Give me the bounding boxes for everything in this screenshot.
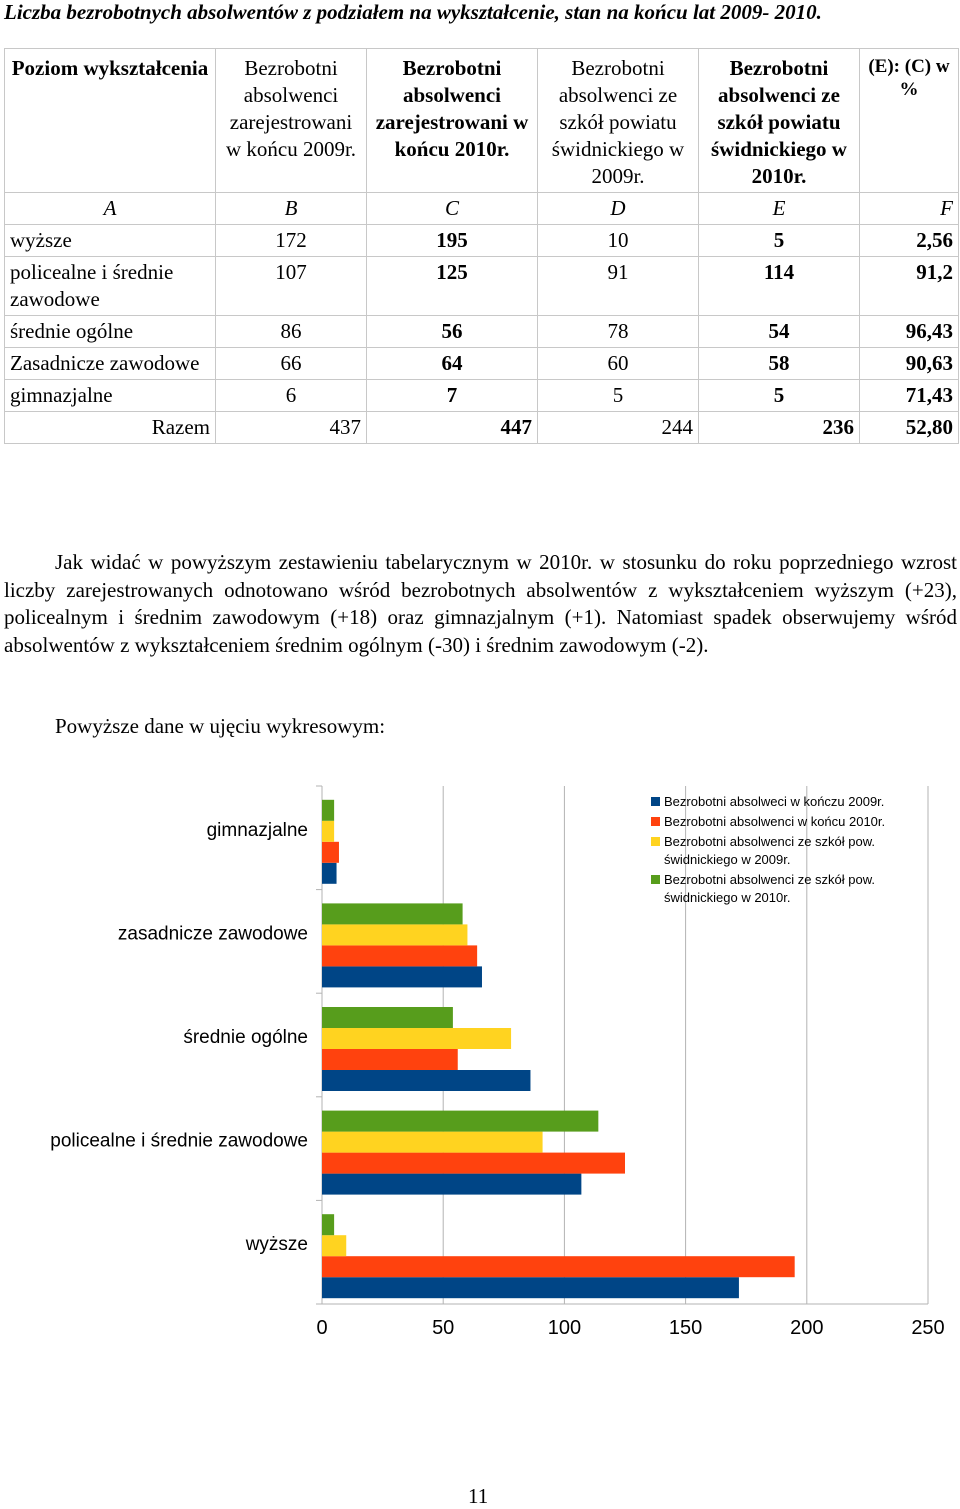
cell-b: 172 xyxy=(216,225,367,257)
cell-d: 10 xyxy=(538,225,699,257)
category-label: średnie ogólne xyxy=(183,1027,308,1048)
cell-b: 66 xyxy=(216,348,367,380)
chart-intro-paragraph: Powyższe dane w ujęciu wykresowym: xyxy=(55,714,386,738)
bar xyxy=(322,1028,511,1049)
cell-c: 56 xyxy=(367,316,538,348)
cell-d: 5 xyxy=(538,380,699,412)
table-row xyxy=(5,348,959,380)
unemployment-table xyxy=(4,48,959,444)
legend-swatch xyxy=(651,797,660,806)
x-tick-label: 100 xyxy=(547,1317,582,1339)
cell-c: 7 xyxy=(367,380,538,412)
total-label: Razem xyxy=(5,412,216,444)
cell-d: 60 xyxy=(538,348,699,380)
cell-d: 91 xyxy=(538,257,699,316)
row-label: średnie ogólne xyxy=(5,316,216,348)
bar xyxy=(322,1174,581,1195)
total-e: 236 xyxy=(699,412,860,444)
table-row xyxy=(5,316,959,348)
column-letter: C xyxy=(367,193,538,225)
header-registered-2009: Bezrobotni absolwenci zarejestrowani w końcu 2009r. xyxy=(216,49,367,193)
category-label: wyższe xyxy=(245,1234,308,1256)
table-row xyxy=(5,225,959,257)
cell-f: 90,63 xyxy=(860,348,959,380)
row-label: Zasadnicze zawodowe xyxy=(5,348,216,380)
total-b: 437 xyxy=(216,412,367,444)
cell-b: 6 xyxy=(216,380,367,412)
category-label: policealne i średnie zawodowe xyxy=(50,1130,308,1152)
x-tick-label: 250 xyxy=(911,1317,945,1339)
legend-swatch xyxy=(651,817,660,826)
column-letter: A xyxy=(5,193,216,225)
total-f: 52,80 xyxy=(860,412,959,444)
bar xyxy=(322,924,467,945)
category-label: gimnazjalne xyxy=(206,819,308,841)
cell-e: 114 xyxy=(699,257,860,316)
bar xyxy=(322,1235,346,1256)
cell-e: 5 xyxy=(699,225,860,257)
legend-entry: Bezrobotni absolwenci w końcu 2010r. xyxy=(664,814,886,829)
table-row xyxy=(5,380,959,412)
bar xyxy=(322,1049,458,1070)
total-d: 244 xyxy=(538,412,699,444)
cell-f: 71,43 xyxy=(860,380,959,412)
table-letter-row xyxy=(5,193,959,225)
header-school-2010: Bezrobotni absolwenci ze szkół powiatu świdnickiego w 2010r. xyxy=(699,49,860,193)
legend-swatch xyxy=(651,875,660,884)
legend-entry: Bezrobotni absolwenci ze szkół pow. świdnickiego w 2009r. xyxy=(664,834,876,867)
bar xyxy=(322,1214,334,1235)
document-title: Liczba bezrobotnych absolwentów z podziałem na wykształcenie, stan na końcu lat 2009- 2010. xyxy=(4,0,822,24)
bar-chart xyxy=(0,770,960,1370)
cell-d: 78 xyxy=(538,316,699,348)
bar xyxy=(322,800,334,821)
cell-e: 54 xyxy=(699,316,860,348)
legend-entry: Bezrobotni absolweci w kończu 2009r. xyxy=(664,794,885,809)
category-label: zasadnicze zawodowe xyxy=(117,923,308,945)
header-registered-2010: Bezrobotni absolwenci zarejestrowani w końcu 2010r. xyxy=(367,49,538,193)
cell-c: 64 xyxy=(367,348,538,380)
cell-e: 5 xyxy=(699,380,860,412)
column-letter: E xyxy=(699,193,860,225)
cell-f: 96,43 xyxy=(860,316,959,348)
bar xyxy=(322,903,463,924)
bar xyxy=(322,863,337,884)
column-letter: D xyxy=(538,193,699,225)
bar xyxy=(322,1277,739,1298)
table-row xyxy=(5,257,959,316)
cell-f: 2,56 xyxy=(860,225,959,257)
x-tick-label: 0 xyxy=(316,1317,328,1339)
legend-swatch xyxy=(651,837,660,846)
bar xyxy=(322,1256,795,1277)
bar xyxy=(322,945,477,966)
x-tick-label: 200 xyxy=(790,1317,824,1339)
bar xyxy=(322,1132,543,1153)
row-label: gimnazjalne xyxy=(5,380,216,412)
header-school-2009: Bezrobotni absolwenci ze szkół powiatu świdnickiego w 2009r. xyxy=(538,49,699,193)
bar xyxy=(322,1153,625,1174)
cell-b: 86 xyxy=(216,316,367,348)
column-letter: B xyxy=(216,193,367,225)
bar xyxy=(322,1007,453,1028)
legend-entry: Bezrobotni absolwenci ze szkół pow. świdnickiego w 2010r. xyxy=(664,872,876,905)
header-ratio: (E): (C) w % xyxy=(860,49,959,193)
row-label: wyższe xyxy=(5,225,216,257)
column-letter: F xyxy=(860,193,959,225)
bar xyxy=(322,1070,530,1091)
cell-e: 58 xyxy=(699,348,860,380)
bar xyxy=(322,966,482,987)
bar xyxy=(322,821,334,842)
cell-f: 91,2 xyxy=(860,257,959,316)
cell-c: 125 xyxy=(367,257,538,316)
row-label: policealne i średnie zawodowe xyxy=(5,257,216,316)
header-education-level: Poziom wykształcenia xyxy=(5,49,216,193)
x-tick-label: 50 xyxy=(432,1317,455,1339)
bar xyxy=(322,1111,598,1132)
x-tick-label: 150 xyxy=(668,1317,703,1339)
cell-c: 195 xyxy=(367,225,538,257)
table-header-row xyxy=(5,49,959,193)
page-number: 11 xyxy=(468,1484,489,1508)
cell-b: 107 xyxy=(216,257,367,316)
table-total-row xyxy=(5,412,959,444)
total-c: 447 xyxy=(367,412,538,444)
analysis-paragraph: Jak widać w powyższym zestawieniu tabelarycznym w 2010r. w stosunku do roku poprzedniego wzrost liczby zarejestrowanych odnotowano wśród bezrobotnych absolwentów z wykształceniem wyższym (+23), policealnym i średnim zawodowym (+18) oraz gimnazjalnym (+1). Natomiast spadek obserwujemy wśród absolwentów z wykształceniem średnim ogólnym (-30) i średnim zawodowym (-2). xyxy=(4,550,957,657)
bar xyxy=(322,842,339,863)
